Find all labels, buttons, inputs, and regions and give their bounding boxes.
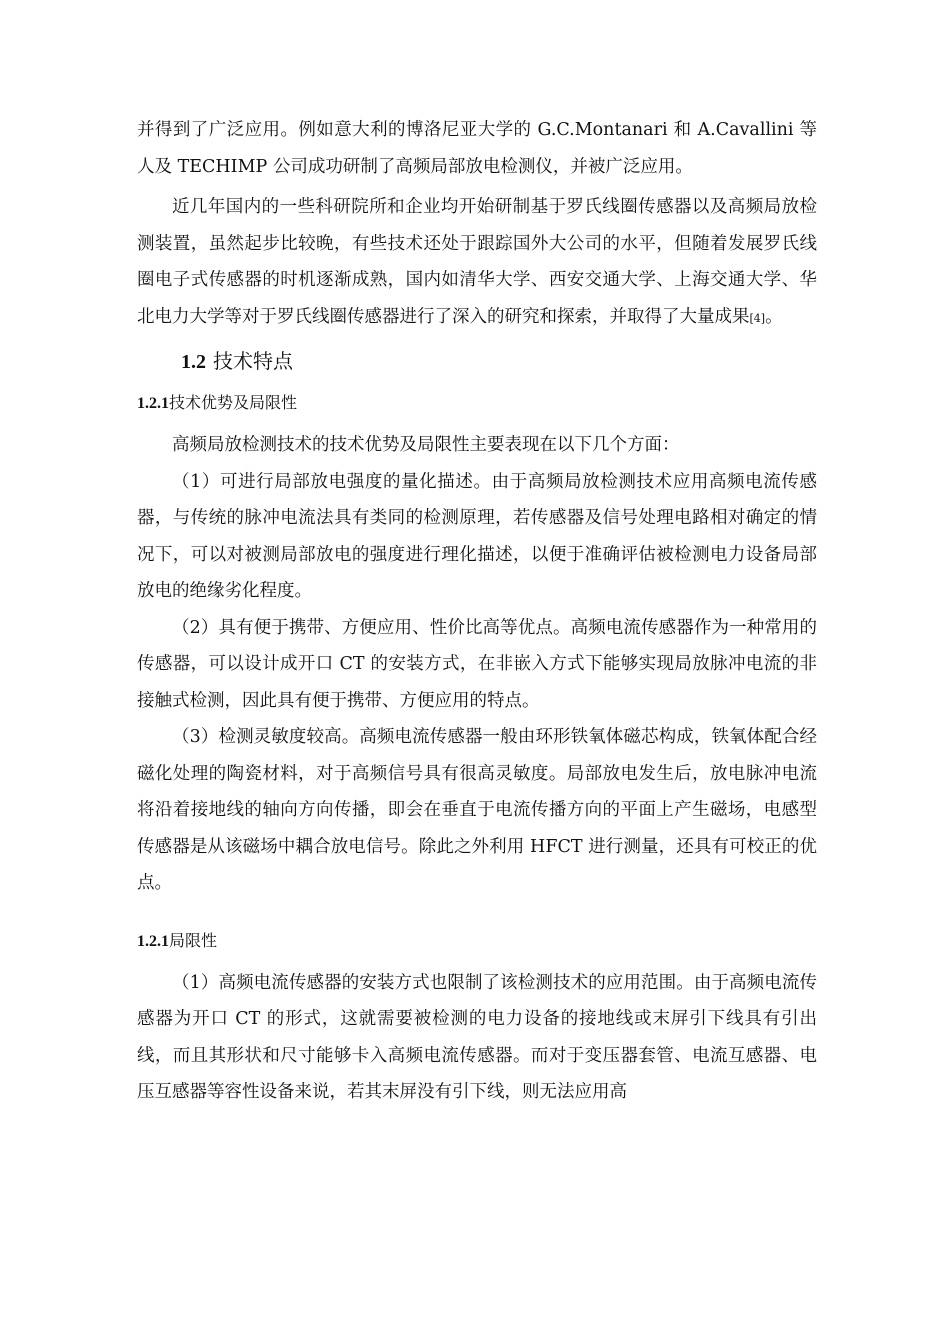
section-number: 1.2 xyxy=(181,351,206,373)
paragraph-end: 。 xyxy=(765,306,783,327)
subsection-title: 局限性 xyxy=(169,930,218,950)
paragraph-continuation: 并得到了广泛应用。例如意大利的博洛尼亚大学的 G.C.Montanari 和 A.Cavallini 等人及 TECHIMP 公司成功研制了高频局部放电检测仪，并被广泛应用。 xyxy=(137,120,817,177)
subsection-number: 1.2.1 xyxy=(137,395,169,412)
citation-ref: [4] xyxy=(749,311,766,325)
paragraph-item-1: （1）可进行局部放电强度的量化描述。由于高频局放检测技术应用高频电流传感器，与传统的脉冲电流法具有类同的检测原理，若传感器及信号处理电路相对确定的情况下，可以对被测局部放电的强度进行理化描述，以便于准确评估被检测电力设备局部放电的绝缘劣化程度。 xyxy=(137,471,817,601)
subsection-number: 1.2.1 xyxy=(137,932,169,950)
document-page xyxy=(137,112,817,1111)
section-heading-1-2 xyxy=(181,341,817,382)
subsection-heading-limitations xyxy=(137,924,817,959)
subsection-heading-1-2-1 xyxy=(137,386,817,421)
section-title: 技术特点 xyxy=(212,349,293,373)
paragraph-item-3: （3）检测灵敏度较高。高频电流传感器一般由环形铁氧体磁芯构成，铁氧体配合经磁化处理的陶瓷材料，对于高频信号具有很高灵敏度。局部放电发生后，放电脉冲电流将沿着接地线的轴向方向传播，即会在垂直于电流传播方向的平面上产生磁场，电感型传感器是从该磁场中耦合放电信号。除此之外利用 HFCT 进行测量，还具有可校正的优点。 xyxy=(137,727,817,893)
paragraph-intro: 高频局放检测技术的技术优势及局限性主要表现在以下几个方面： xyxy=(172,435,680,455)
paragraph-text: 近几年国内的一些科研院所和企业均开始研制基于罗氏线圈传感器以及高频局放检测装置，虽然起步比较晚，有些技术还处于跟踪国外大公司的水平，但随着发展罗氏线圈电子式传感器的时机逐渐成熟，国内如清华大学、西安交通大学、上海交通大学、华北电力大学等对于罗氏线圈传感器进行了深入的研究和探索，并取得了大量成果 xyxy=(137,197,817,327)
paragraph-item-2: （2）具有便于携带、方便应用、性价比高等优点。高频电流传感器作为一种常用的传感器，可以设计成开口 CT 的安装方式，在非嵌入方式下能够实现局放脉冲电流的非接触式检测，因此具有便于携带、方便应用的特点。 xyxy=(137,617,817,711)
paragraph-limit-item-1: （1）高频电流传感器的安装方式也限制了该检测技术的应用范围。由于高频电流传感器为开口 CT 的形式，这就需要被检测的电力设备的接地线或末屏引下线具有引出线，而且其形状和尺寸能够卡入高频电流传感器。而对于变压器套管、电流互感器、电压互感器等容性设备来说，若其末屏没有引下线，则无法应用高 xyxy=(137,972,817,1102)
paragraph-domestic-research xyxy=(137,189,817,337)
subsection-title: 技术优势及局限性 xyxy=(169,393,298,412)
